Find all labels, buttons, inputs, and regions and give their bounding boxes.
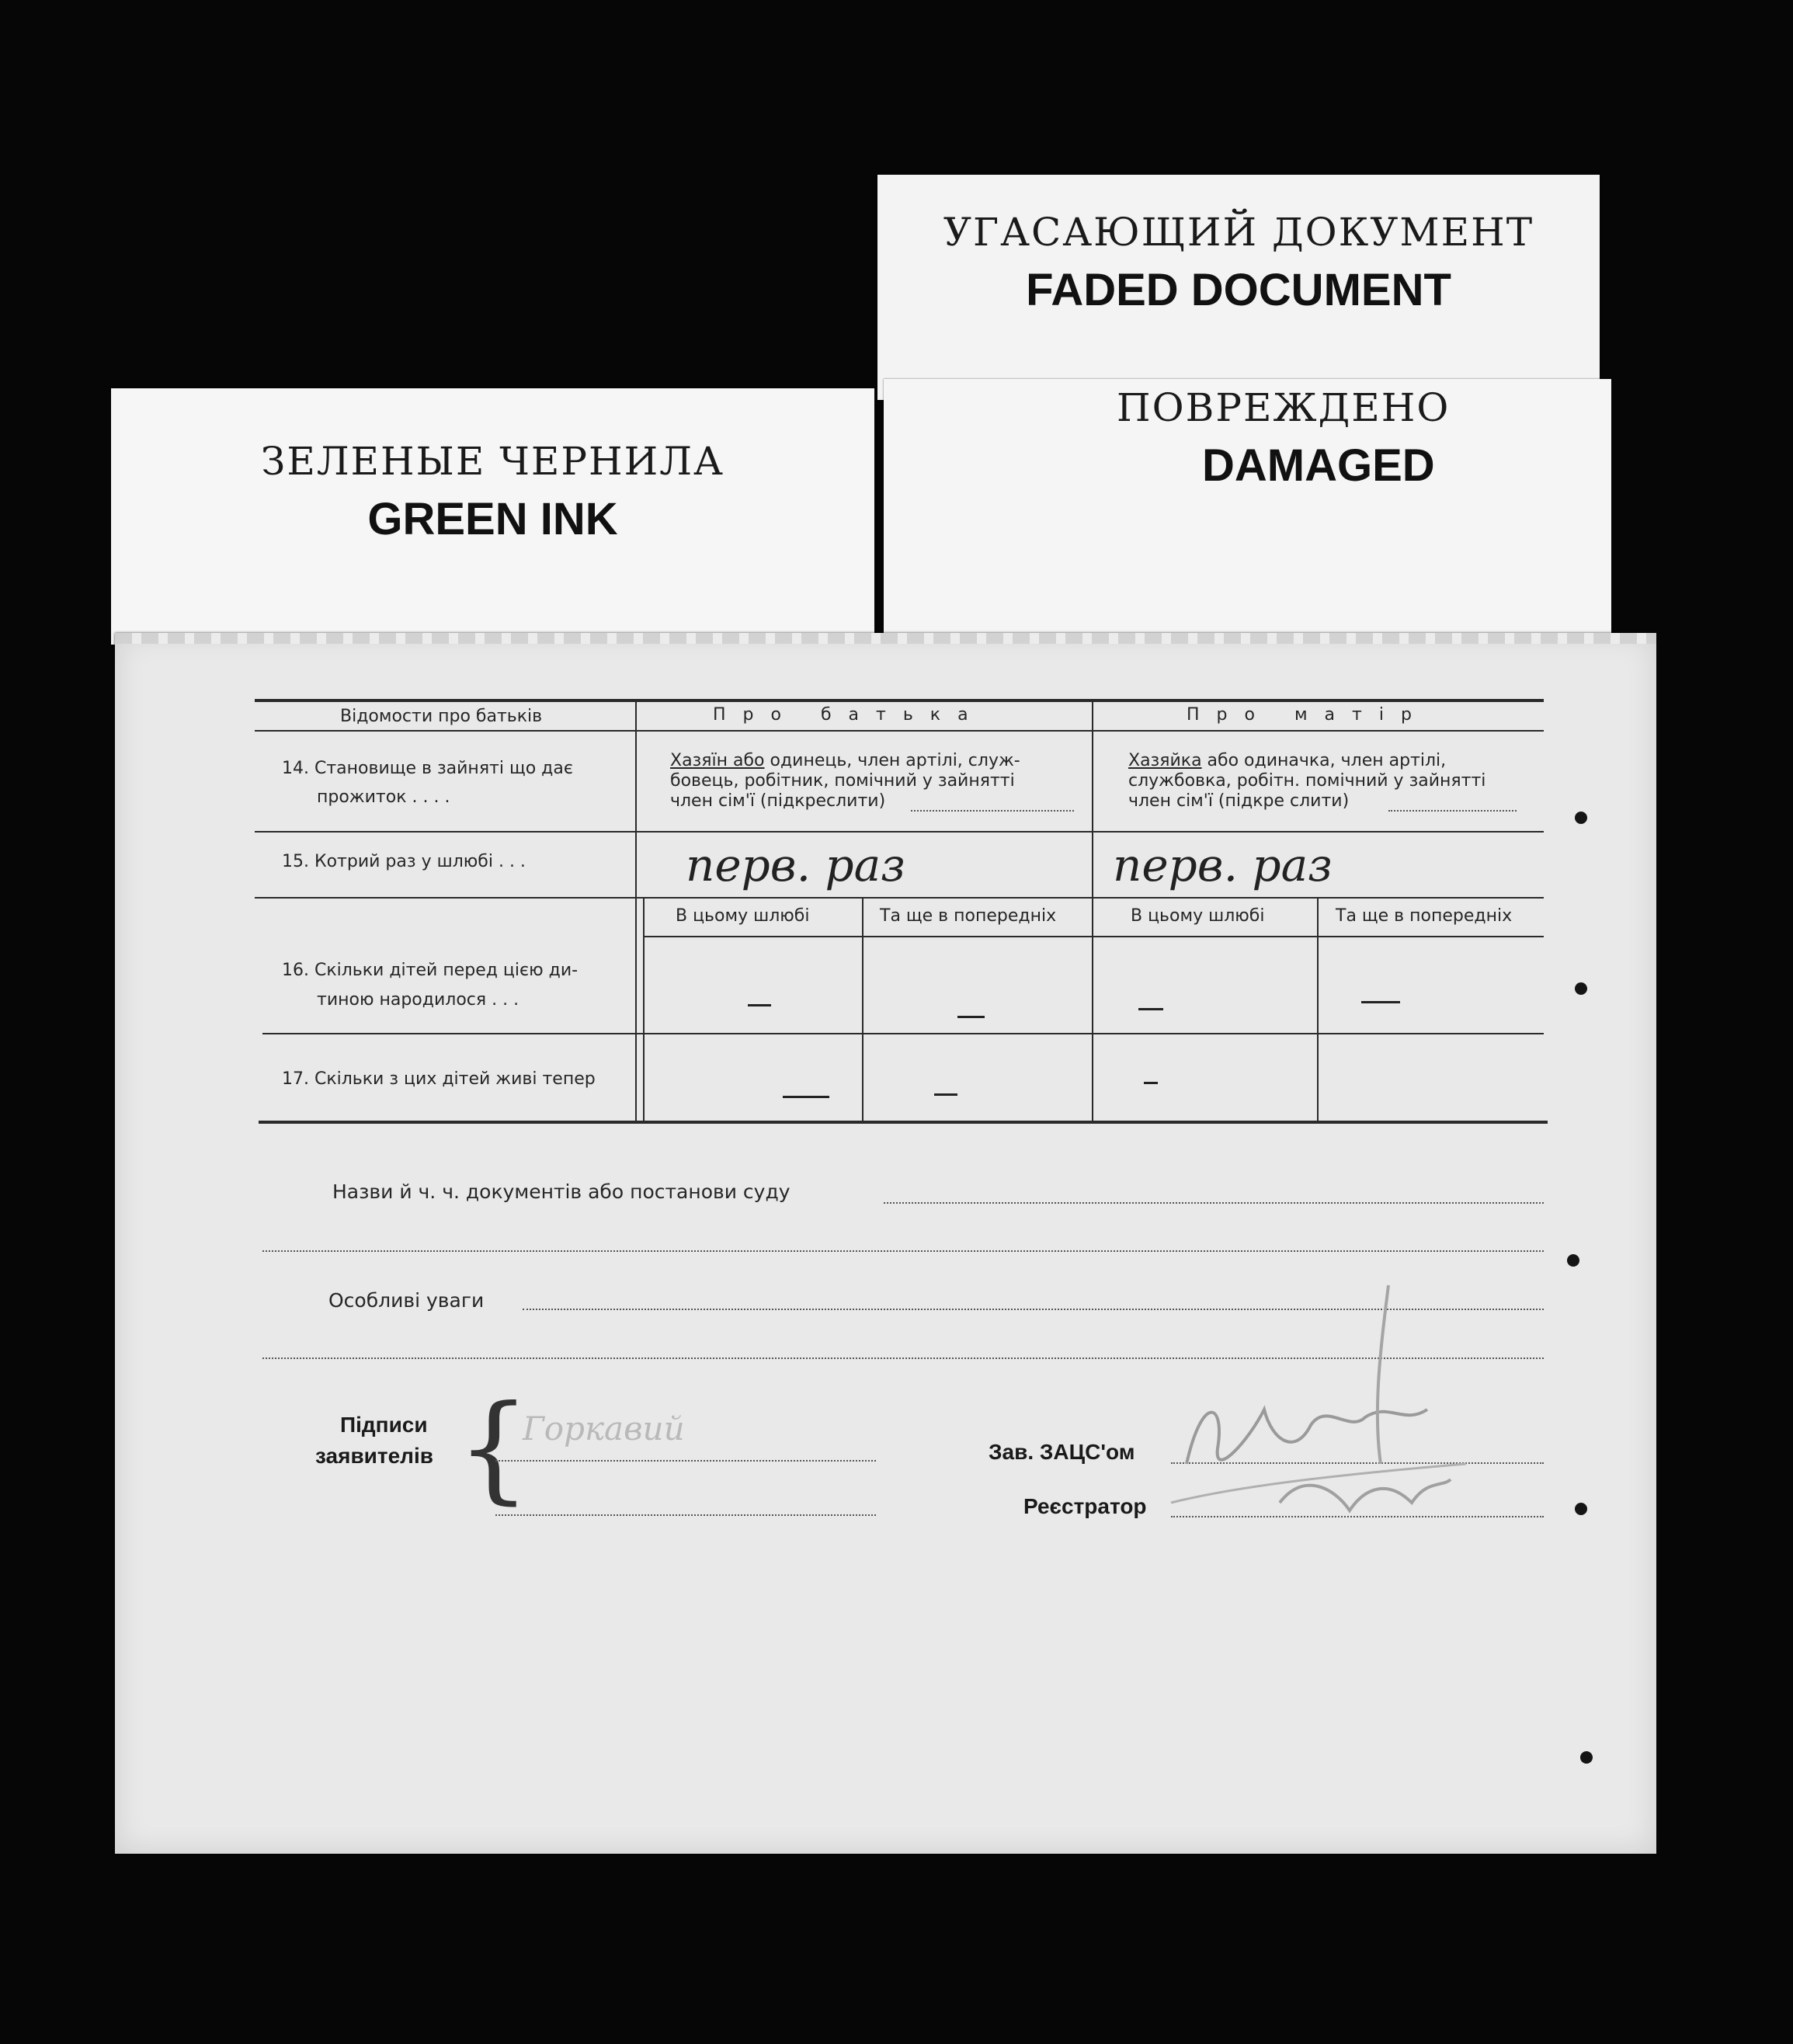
green-ink-label-en: GREEN INK — [367, 494, 618, 544]
subheader-mother-this-marriage: В цьому шлюбі — [1131, 906, 1265, 926]
row14-mother-fill-line — [1388, 810, 1517, 812]
faded-document-card — [877, 175, 1600, 400]
binding-hole — [1575, 812, 1587, 824]
table-col-divider — [1092, 699, 1093, 1122]
row17-father-prev-dash — [934, 1093, 957, 1096]
damaged-label-ru: ПОВРЕЖДЕНО — [1117, 385, 1451, 430]
row14-label-line2: прожиток . . . . — [317, 787, 450, 807]
row17-label: 17. Скільки з цих дітей живі тепер — [282, 1069, 596, 1089]
registrar-label: Реєстратор — [1023, 1494, 1147, 1518]
green-ink-card — [111, 388, 874, 645]
row14-mother-line3: член сім'ї (підкре слити) — [1128, 791, 1350, 811]
table-rule — [255, 897, 1544, 899]
faded-label-ru: УГАСАЮЩИЙ ДОКУМЕНТ — [943, 210, 1534, 255]
table-top-rule — [255, 699, 1544, 702]
table-rule — [255, 831, 1544, 833]
row17-mother-this-dash — [1144, 1082, 1158, 1084]
documents-fill-line-2 — [262, 1250, 1544, 1252]
mother-status-underlined: Хазяйка — [1128, 751, 1202, 770]
row15-father-handwriting: перв. раз — [686, 839, 905, 892]
signatures-label-line2: заявителів — [315, 1444, 433, 1468]
faded-label-en: FADED DOCUMENT — [1026, 265, 1451, 315]
row16-father-prev-dash — [957, 1016, 985, 1018]
green-ink-label-ru: ЗЕЛЕНЫЕ ЧЕРНИЛА — [261, 439, 724, 484]
subheader-father-this-marriage: В цьому шлюбі — [676, 906, 810, 926]
form-sheet — [115, 633, 1656, 1854]
subheader-mother-previous: Та ще в попередніх — [1336, 906, 1513, 926]
head-zags-label: Зав. ЗАЦС'ом — [989, 1440, 1135, 1464]
table-col-divider — [643, 897, 645, 1122]
binding-hole — [1580, 1751, 1593, 1764]
header-about-father: Про батька — [713, 705, 985, 725]
damaged-label-en: DAMAGED — [1202, 440, 1435, 491]
documents-label: Назви й ч. ч. документів або постанови суду — [332, 1180, 791, 1203]
subheader-father-previous: Та ще в попередніх — [880, 906, 1057, 926]
applicant-signature: Горкавий — [523, 1410, 685, 1448]
applicant-signature-line — [495, 1460, 876, 1462]
row17-father-this-dash — [783, 1096, 829, 1098]
damaged-card — [884, 379, 1611, 635]
table-rule — [262, 1033, 1544, 1034]
signatures-label: Підписи — [340, 1413, 428, 1437]
binding-hole — [1575, 1503, 1587, 1515]
row15-mother-handwriting: перв. раз — [1113, 839, 1333, 892]
row14-label-line1: 14. Становище в зайняті що дає — [282, 759, 573, 778]
row14-father-line2: бовець, робітник, помічний у зайнятті — [670, 771, 1015, 791]
row16-label-line1: 16. Скільки дітей перед цією ди- — [282, 961, 579, 980]
row14-father-line1: Хазяїн або одинець, член артілі, служ- — [670, 751, 1020, 770]
row16-mother-this-dash — [1138, 1008, 1163, 1010]
row16-mother-prev-dash — [1361, 1001, 1400, 1003]
torn-top-edge — [115, 633, 1656, 644]
table-rule — [255, 730, 1544, 732]
row14-mother-line1: Хазяйка або одиначка, член артілі, — [1128, 751, 1447, 770]
binding-hole — [1567, 1254, 1579, 1267]
table-col-divider — [862, 897, 863, 1122]
table-col-divider — [1317, 897, 1319, 1122]
row15-label: 15. Котрий раз у шлюбі . . . — [282, 852, 526, 871]
table-rule — [643, 936, 1544, 937]
header-parents-info: Відомости про батьків — [340, 707, 543, 726]
applicant-signature-line-2 — [495, 1514, 876, 1516]
row14-father-fill-line — [911, 810, 1074, 812]
table-bottom-rule — [259, 1121, 1548, 1124]
documents-fill-line — [884, 1202, 1544, 1204]
row14-father-line3: член сім'ї (підкреслити) — [670, 791, 886, 811]
official-signature-scribble — [1155, 1254, 1482, 1549]
binding-hole — [1575, 982, 1587, 995]
row14-mother-line2: службовка, робітн. помічний у зайнятті — [1128, 771, 1486, 791]
table-col-divider — [635, 699, 637, 1122]
remarks-label: Особливі уваги — [328, 1289, 485, 1312]
header-about-mother: Про матір — [1187, 705, 1429, 725]
signatures-brace: { — [457, 1381, 531, 1516]
row16-label-line2: тиною народилося . . . — [317, 990, 519, 1010]
row16-father-this-dash — [748, 1004, 771, 1006]
father-status-underlined: Хазяїн або — [670, 751, 765, 770]
